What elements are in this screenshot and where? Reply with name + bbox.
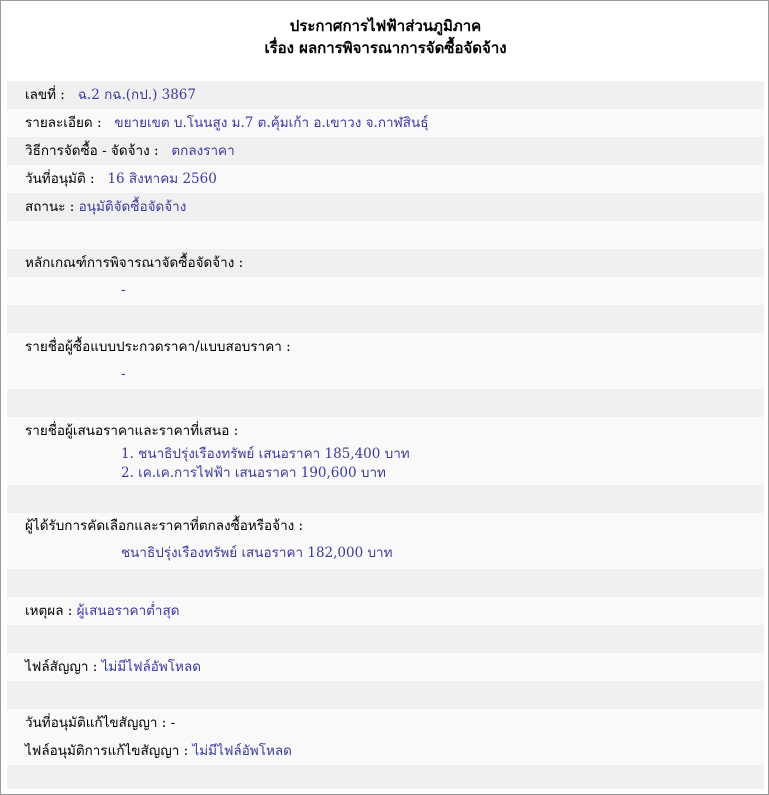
reason-row xyxy=(7,597,764,625)
offers-list xyxy=(7,445,764,485)
offers-row xyxy=(7,417,764,445)
amend-date-value: - xyxy=(170,715,176,731)
amend-date-row xyxy=(7,709,764,737)
selected-label: ผู้ได้รับการคัดเลือกและราคาที่ตกลงซื้อหรือจ้าง : xyxy=(25,518,304,534)
spacer-row xyxy=(7,625,764,653)
list-item: 1. ชนาธิปรุ่งเรืองทรัพย์ เสนอราคา 185,400 บาท xyxy=(121,446,410,462)
criteria-label: หลักเกณฑ์การพิจารณาจัดซื้อจัดจ้าง : xyxy=(25,255,244,271)
announcement-header xyxy=(1,15,769,59)
method-row xyxy=(7,137,764,165)
list-item: 2. เค.เค.การไฟฟ้า เสนอราคา 190,600 บาท xyxy=(121,465,386,481)
status-row xyxy=(7,193,764,221)
header-subject: เรื่อง ผลการพิจารณาการจัดซื้อจัดจ้าง xyxy=(264,39,507,57)
approve-date-row xyxy=(7,165,764,193)
criteria-row xyxy=(7,249,764,277)
reason-label: เหตุผล : xyxy=(25,603,73,619)
method-label: วิธีการจัดซื้อ - จัดจ้าง : xyxy=(25,143,159,159)
criteria-value: - xyxy=(121,282,126,298)
status-value: อนุมัติจัดซื้อจัดจ้าง xyxy=(78,199,187,215)
header-title: ประกาศการไฟฟ้าส่วนภูมิภาค xyxy=(289,17,482,35)
selected-value: ชนาธิปรุ่งเรืองทรัพย์ เสนอราคา 182,000 บาท xyxy=(121,545,393,561)
detail-row xyxy=(7,109,764,137)
contract-file-value: ไม่มีไฟล์อัพโหลด xyxy=(101,659,201,675)
bidders-list-row xyxy=(7,333,764,361)
bidders-list-value: - xyxy=(121,366,126,382)
criteria-value-row xyxy=(7,277,764,305)
contract-file-row xyxy=(7,653,764,681)
spacer-row xyxy=(7,305,764,333)
selected-row xyxy=(7,513,764,541)
contract-file-label: ไฟล์สัญญา : xyxy=(25,659,98,675)
approve-date-label: วันที่อนุมัติ : xyxy=(25,171,95,187)
amend-date-label: วันที่อนุมัติแก้ไขสัญญา : xyxy=(25,715,167,731)
approve-date-value: 16 สิงหาคม 2560 xyxy=(107,171,217,187)
spacer-row xyxy=(7,681,764,709)
doc-no-label: เลขที่ : xyxy=(25,87,65,103)
amend-file-row xyxy=(7,737,764,765)
bidders-list-label: รายชื่อผู้ซื้อแบบประกวดราคา/แบบสอบราคา : xyxy=(25,339,291,355)
spacer-row xyxy=(7,221,764,249)
doc-no-value: ฉ.2 กฉ.(กป.) 3867 xyxy=(77,87,196,103)
amend-file-label: ไฟล์อนุมัติการแก้ไขสัญญา : xyxy=(25,743,189,759)
amend-file-value: ไม่มีไฟล์อัพโหลด xyxy=(192,743,292,759)
spacer-row xyxy=(7,765,764,789)
detail-label: รายละเอียด : xyxy=(25,115,102,131)
spacer-row xyxy=(7,389,764,417)
doc-no-row xyxy=(7,81,764,109)
offers-label: รายชื่อผู้เสนอราคาและราคาที่เสนอ : xyxy=(25,423,239,439)
spacer-row xyxy=(7,569,764,597)
selected-value-row xyxy=(7,541,764,569)
spacer-row xyxy=(7,485,764,513)
bidders-list-value-row xyxy=(7,361,764,389)
status-label: สถานะ : xyxy=(25,199,75,215)
reason-value: ผู้เสนอราคาต่ำสุด xyxy=(76,603,180,619)
method-value: ตกลงราคา xyxy=(171,143,235,159)
detail-value: ขยายเขต บ.โนนสูง ม.7 ต.คุ้มเก้า อ.เขาวง จ.กาฬสินธุ์ xyxy=(114,115,429,131)
